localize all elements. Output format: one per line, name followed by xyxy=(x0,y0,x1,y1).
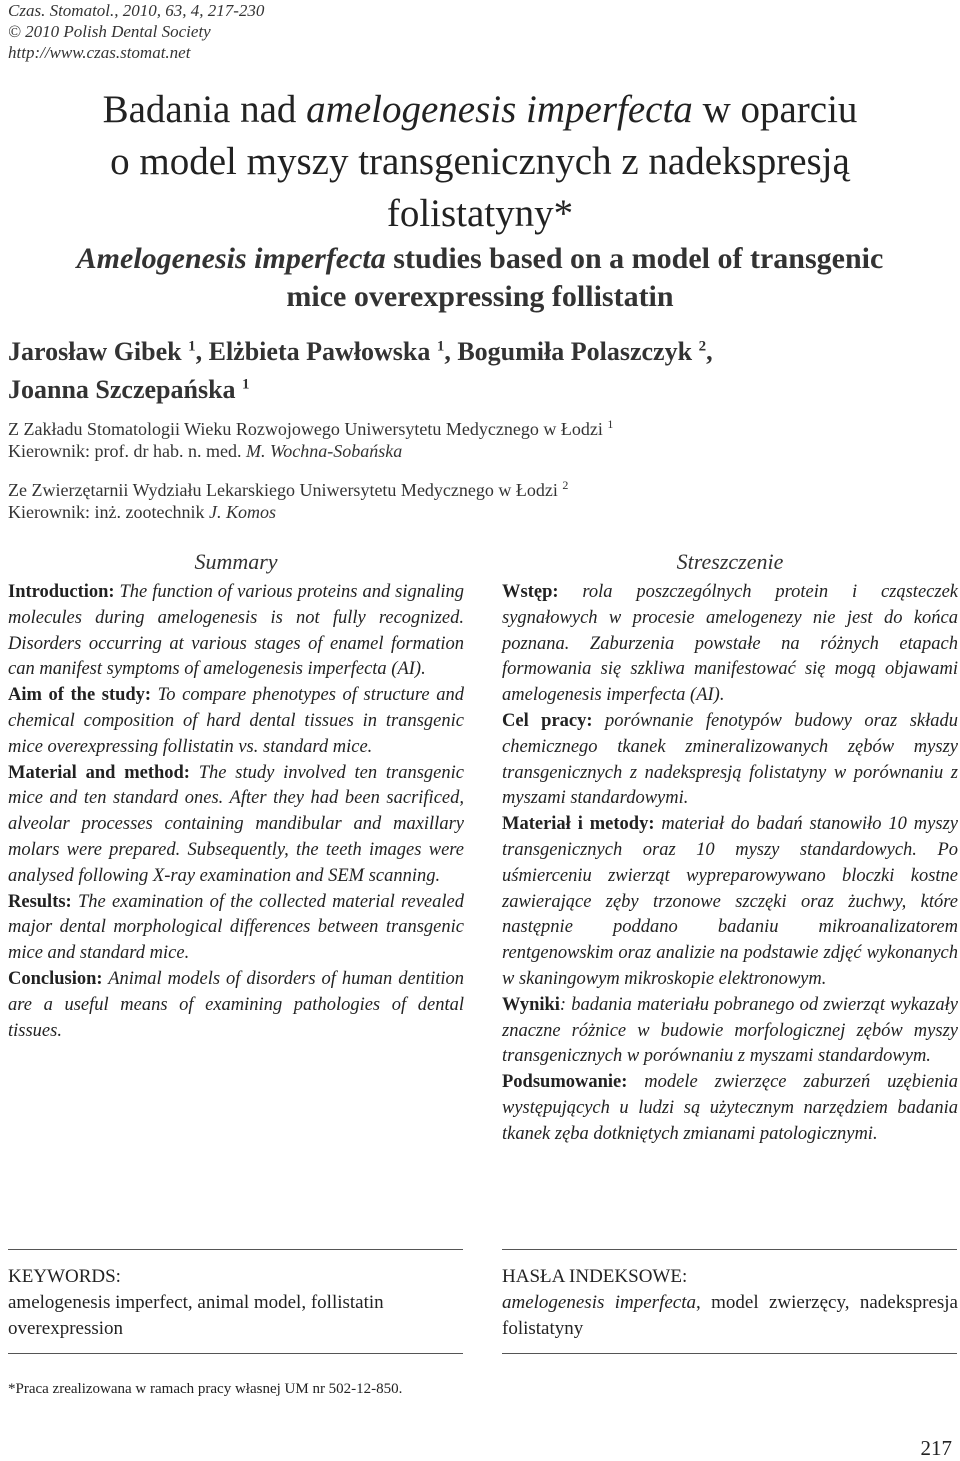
page-number: 217 xyxy=(920,1436,952,1460)
title-english-line2: mice overexpressing follistatin xyxy=(286,280,674,313)
journal-copyright: © 2010 Polish Dental Society xyxy=(8,22,211,41)
streszczenie-section: Wstęp: rola poszczególnych protein i cząsteczek sygnałowych w procesie amelogenezy nie jest do końca poznana. Zaburzenia powstałe na różnych etapach formowania się szkliwa manifestować się mogą objawami amelogenesis imperfecta (AI). xyxy=(502,582,958,706)
author-affiliation-sup: 2 xyxy=(698,338,707,355)
footnote: *Praca zrealizowana w ramach pracy własnej UM nr 502-12-850. xyxy=(8,1381,403,1397)
title-english-line1: Amelogenesis imperfecta studies based on a model of transgenic xyxy=(76,242,884,275)
streszczenie-column xyxy=(502,546,958,1148)
summary-section: Material and method: The study involved ten transgenic mice and ten standard ones. After they had been sacrificed, alveolar processes containing mandibular and maxillary molars were prepared. Subsequently, the teeth images were analysed following X-ray examination and SEM scanning. xyxy=(8,762,464,886)
title-polish-line2: o model myszy transgenicznych z nadekspresją xyxy=(110,140,850,183)
streszczenie-section: Cel pracy: porównanie fenotypów budowy oraz składu chemicznego tkanek zmineralizowanych zębów myszy transgenicznych z nadekspresją folistatyny w porównaniu z myszami standardowymi. xyxy=(502,710,958,809)
streszczenie-section: Wyniki: badania materiału pobranego od zwierząt wykazały znaczne różnice w budowie morfologicznej zębów myszy transgenicznych w porównaniu z myszami standardowym. xyxy=(502,994,958,1067)
hasla-bottom-rule xyxy=(502,1353,957,1354)
summary-section: Results: The examination of the collected material revealed major dental morphological differences between transgenic mice and standard mice. xyxy=(8,891,464,964)
authors-line1: Jarosław Gibek $^1$, Elżbieta Pawłowska $^1$, Bogumiła Polaszczyk $^2$, xyxy=(8,337,713,366)
title-english xyxy=(0,240,960,316)
author-name: Joanna Szczepańska xyxy=(8,375,236,404)
summary-section: Conclusion: Animal models of disorders of human dentition are a useful means of examining pathologies of dental tissues. xyxy=(8,968,464,1041)
summary-column xyxy=(8,546,464,1044)
keywords-value: amelogenesis imperfect, animal model, follistatin overexpression xyxy=(8,1292,384,1339)
streszczenie-section: Podsumowanie: modele zwierzęce zaburzeń uzębienia występujących u ludzi są użytecznym narzędziem badania tkanek zęba dotkniętych zmianami patologicznymi. xyxy=(502,1072,958,1144)
author-name: Bogumiła Polaszczyk xyxy=(457,337,693,366)
summary-heading: Summary xyxy=(194,549,278,574)
keywords-block xyxy=(8,1264,464,1342)
title-polish-line1: Badania nad amelogenesis imperfecta w oparciu xyxy=(102,88,858,131)
title-polish xyxy=(0,84,960,240)
keywords-bottom-rule xyxy=(8,1353,463,1354)
author-name: Jarosław Gibek xyxy=(8,337,182,366)
summary-section: Introduction: The function of various proteins and signaling molecules during amelogenesis is not fully recognized. Disorders occurring at various stages of enamel formation can manifest symptoms of amelogenesis imperfecta (AI). xyxy=(8,582,464,680)
summary-section: Aim of the study: To compare phenotypes of structure and chemical composition of hard dental tissues in transgenic mice overexpressing follistatin vs. standard mice. xyxy=(8,685,464,757)
hasla-block xyxy=(502,1264,958,1342)
author-affiliation-sup: 1 xyxy=(188,338,196,355)
journal-header xyxy=(8,0,264,63)
author-list xyxy=(8,333,948,409)
affiliation-1-head: Kierownik: prof. dr hab. n. med. M. Wochna-Sobańska xyxy=(8,441,403,461)
authors-line2 xyxy=(8,371,948,409)
journal-url[interactable]: http://www.czas.stomat.net xyxy=(8,43,191,62)
keywords-top-rule xyxy=(8,1249,463,1250)
hasla-value: amelogenesis imperfecta, model zwierzęcy, nadekspresja folistatyny xyxy=(502,1292,958,1339)
journal-citation: Czas. Stomatol., 2010, 63, 4, 217-230 xyxy=(8,1,265,20)
streszczenie-section: Materiał i metody: materiał do badań stanowiło 10 myszy transgenicznych oraz 10 myszy standardowych. Po uśmierceniu zwierząt wypreparowywano bloczki kostne zawierające zęby trzonowe szczęki oraz żuchwy, które następnie poddano badaniu mikroanalizatorem rentgenowskim oraz analizie na podstawie zdjęć wykonanych w skaningowym mikroskopie elektronowym. xyxy=(502,814,958,989)
affiliation-1: Z Zakładu Stomatologii Wieku Rozwojowego Uniwersytetu Medycznego w Łodzi $^1$ xyxy=(8,417,614,439)
affiliation-2: Ze Zwierzętarnii Wydziału Lekarskiego Uniwersytetu Medycznego w Łodzi $^2$ xyxy=(8,478,569,500)
author-name: Elżbieta Pawłowska xyxy=(208,337,431,366)
streszczenie-heading: Streszczenie xyxy=(676,549,784,574)
affiliations xyxy=(8,418,948,523)
hasla-top-rule xyxy=(502,1249,957,1250)
hasla-label: HASŁA INDEKSOWE: xyxy=(502,1266,688,1287)
affiliation-2-head: Kierownik: inż. zootechnik J. Komos xyxy=(8,502,276,522)
keywords-label: KEYWORDS: xyxy=(8,1266,121,1287)
author-affiliation-sup: 1 xyxy=(242,376,250,393)
author-affiliation-sup: 1 xyxy=(436,338,445,355)
title-polish-line3: folistatyny* xyxy=(386,192,574,235)
